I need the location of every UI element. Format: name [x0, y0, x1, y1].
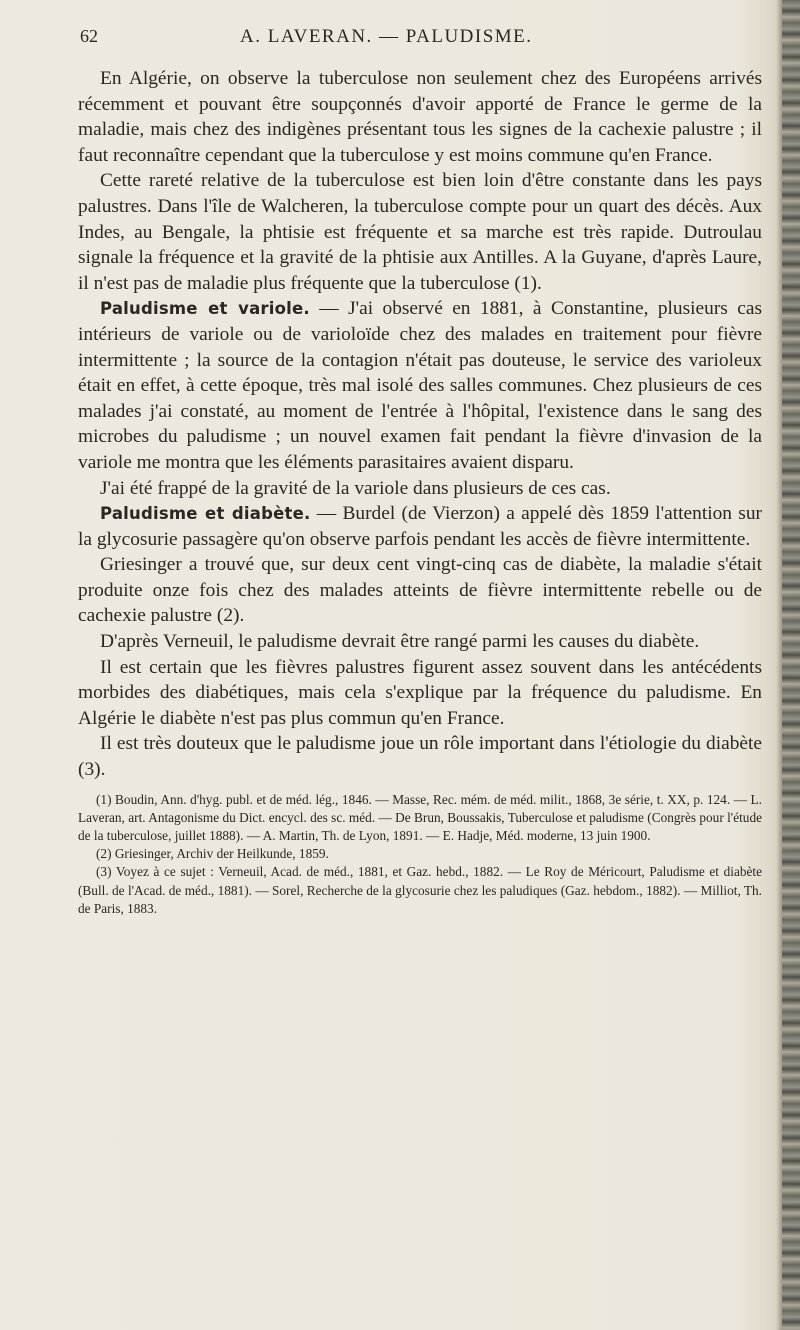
paragraph-1: En Algérie, on observe la tuberculose non seulement chez des Européens arrivés récemment et pouvant être soupçonnés d'avoir apporté de France le germe de la maladie, mais chez des indigènes présentant tous les signes de la cachexie palustre ; il faut reconnaître cependant que la tuberculose y est moins commune qu'en France. — [78, 68, 762, 166]
footnotes — [78, 791, 762, 918]
running-head: A. LAVERAN. — PALUDISME. — [240, 26, 533, 47]
section-heading-variole: Paludisme et variole. — [100, 299, 310, 319]
paragraph-5 — [78, 501, 762, 552]
main-text — [78, 66, 762, 918]
section-heading-diabete: Paludisme et diabète. — [100, 504, 311, 524]
page-header — [80, 26, 760, 54]
paragraph-9: Il est très douteux que le paludisme joue un rôle important dans l'étiologie du diabète (3). — [78, 733, 762, 781]
paragraph-3-text: — J'ai observé en 1881, à Constantine, plusieurs cas intérieurs de variole ou de varioloïde chez des malades en traitement pour fièvre intermittente ; la source de la contagion n'était pas douteuse, le service des varioleux était en effet, à cette époque, très mal isolé des salles communes. Chez plusieurs de ces malades j'ai constaté, au moment de l'entrée à l'hôpital, l'existence dans le sang des microbes du paludisme ; un nouvel examen fait pendant la fièvre d'invasion de la variole me montra que les éléments parasitaires avaient disparu. — [78, 298, 762, 473]
page-number: 62 — [80, 26, 98, 46]
book-spine-edge — [782, 0, 800, 1330]
paragraph-6: Griesinger a trouvé que, sur deux cent vingt-cinq cas de diabète, la maladie s'était produite onze fois chez des malades atteints de fièvre intermittente rebelle ou de cachexie palustre (2). — [78, 554, 762, 627]
footnote-3: (3) Voyez à ce sujet : Verneuil, Acad. de méd., 1881, et Gaz. hebd., 1882. — Le Roy de Méricourt, Paludisme et diabète (Bull. de l'Acad. de méd., 1881). — Sorel, Recherche de la glycosurie chez les paludiques (Gaz. hebdom., 1882). — Milliot, Th. de Paris, 1883. — [78, 864, 762, 916]
paragraph-8: Il est certain que les fièvres palustres figurent assez souvent dans les antécédents morbides des diabétiques, mais cela s'explique par la fréquence du paludisme. En Algérie le diabète n'est pas plus commun qu'en France. — [78, 656, 762, 729]
paragraph-4: J'ai été frappé de la gravité de la variole dans plusieurs de ces cas. — [100, 477, 611, 499]
paragraph-7: D'après Verneuil, le paludisme devrait être rangé parmi les causes du diabète. — [100, 631, 700, 653]
footnote-1: (1) Boudin, Ann. d'hyg. publ. et de méd. lég., 1846. — Masse, Rec. mém. de méd. milit., 1868, 3e série, t. XX, p. 124. — L. Laveran, art. Antagonisme du Dict. encycl. des sc. méd. — De Brun, Boussakis, Tuberculose et paludisme (Congrès pour l'étude de la tuberculose, juillet 1888). — A. Martin, Th. de Lyon, 1891. — E. Hadje, Méd. moderne, 13 juin 1900. — [78, 791, 762, 844]
footnote-2: (2) Griesinger, Archiv der Heilkunde, 1859. — [96, 846, 329, 862]
paragraph-2: Cette rareté relative de la tuberculose est bien loin d'être constante dans les pays palustres. Dans l'île de Walcheren, la tuberculose compte pour un quart des décès. Aux Indes, au Bengale, la phtisie est fréquente et sa marche est très rapide. Dutroulau signale la fréquence et la gravité de la phtisie aux Antilles. A la Guyane, d'après Laure, il n'est pas de maladie plus fréquente que la tuberculose (1). — [78, 170, 762, 294]
paragraph-3 — [78, 296, 762, 475]
paragraph-5-text: — Burdel (de Vierzon) a appelé dès 1859 l'attention sur la glycosurie passagère qu'on observe parfois pendant les accès de fièvre intermittente. — [78, 503, 762, 550]
